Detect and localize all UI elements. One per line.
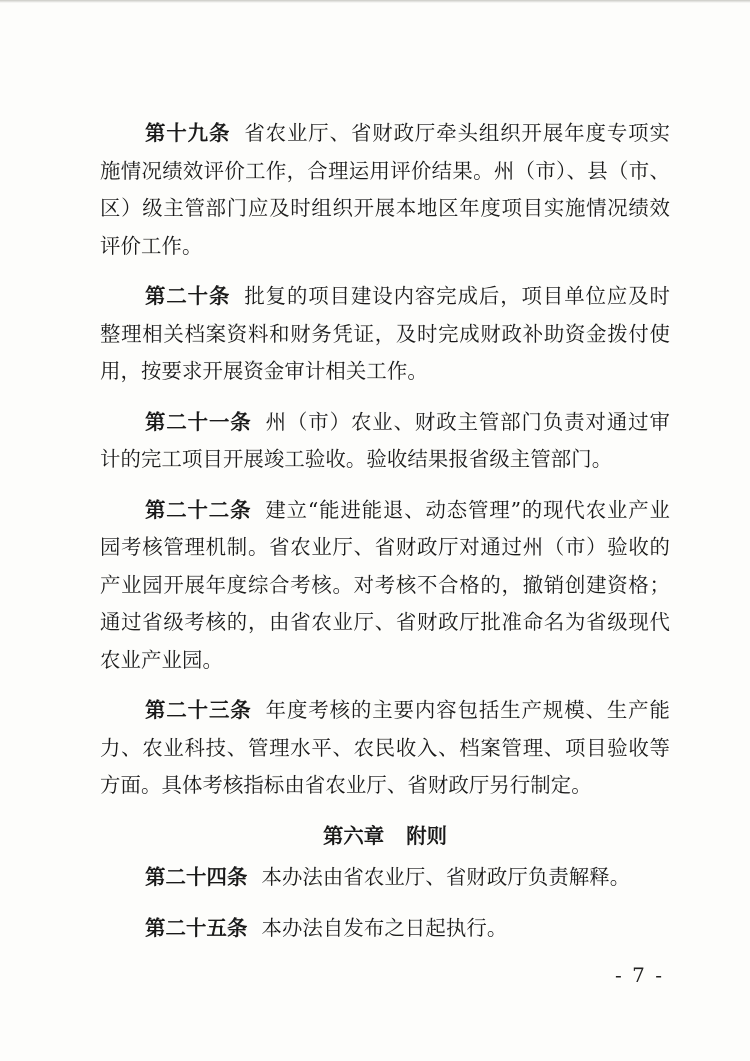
scan-top-edge bbox=[0, 0, 750, 3]
article-number: 第二十三条 bbox=[145, 698, 252, 722]
article-22 bbox=[100, 492, 670, 680]
article-number: 第十九条 bbox=[145, 121, 231, 145]
article-number: 第二十五条 bbox=[145, 915, 248, 940]
article-text: 批复的项目建设内容完成后，项目单位应及时整理相关档案资料和财务凭证，及时完成财政补助资金拨付使用，按要求开展资金审计相关工作。 bbox=[100, 284, 670, 383]
article-text: 本办法自发布之日起执行。 bbox=[261, 915, 508, 940]
article-19 bbox=[100, 115, 670, 265]
document-body bbox=[100, 115, 670, 960]
chapter-title: 附则 bbox=[406, 823, 447, 848]
article-21 bbox=[100, 404, 670, 479]
article-text: 本办法由省农业厅、省财政厅负责解释。 bbox=[261, 865, 631, 889]
article-number: 第二十二条 bbox=[145, 497, 252, 522]
article-text: 州（市）农业、财政主管部门负责对通过审计的完工项目开展竣工验收。验收结果报省级主管部门。 bbox=[100, 409, 671, 471]
article-23 bbox=[100, 692, 670, 805]
article-number: 第二十四条 bbox=[145, 865, 248, 889]
chapter-number: 第六章 bbox=[323, 823, 385, 848]
article-25 bbox=[100, 910, 670, 948]
article-number: 第二十一条 bbox=[145, 409, 252, 434]
page-number: - 7 - bbox=[615, 963, 664, 987]
article-24 bbox=[100, 859, 670, 897]
article-number: 第二十条 bbox=[145, 284, 231, 308]
article-text: 建立“能进能退、动态管理”的现代农业产业园考核管理机制。省农业厅、省财政厅对通过州（市）验收的产业园开展年度综合考核。对考核不合格的，撤销创建资格；通过省级考核的，由省农业厅、省财政厅批准命名为省级现代农业产业园。 bbox=[100, 497, 670, 672]
article-text: 年度考核的主要内容包括生产规模、生产能力、农业科技、管理水平、农民收入、档案管理、项目验收等方面。具体考核指标由省农业厅、省财政厅另行制定。 bbox=[100, 698, 671, 797]
chapter-heading bbox=[100, 818, 670, 856]
article-text: 省农业厅、省财政厅牵头组织开展年度专项实施情况绩效评价工作，合理运用评价结果。州（市）、县（市、区）级主管部门应及时组织开展本地区年度项目实施情况绩效评价工作。 bbox=[100, 121, 670, 258]
article-20 bbox=[100, 278, 670, 391]
